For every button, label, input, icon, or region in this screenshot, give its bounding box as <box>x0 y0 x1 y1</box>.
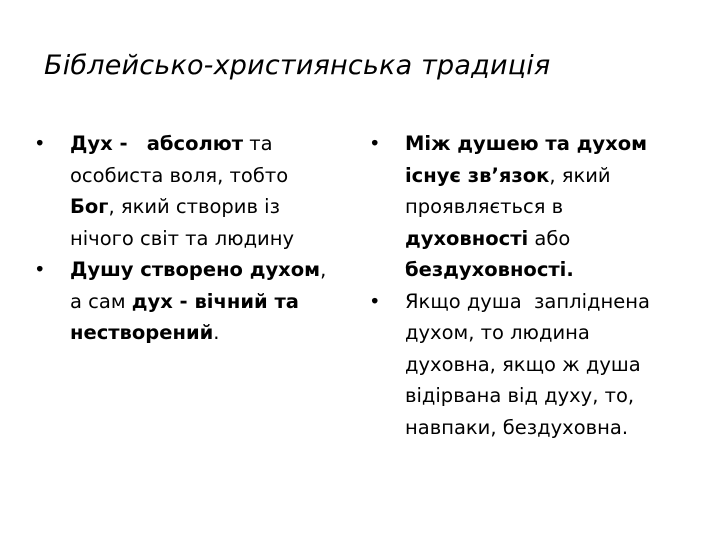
bold-text-run: бездуховності. <box>405 258 574 281</box>
text-run: відірвана від духу, то, <box>405 384 635 407</box>
text-run: , <box>320 258 327 281</box>
bullet-line <box>405 286 704 318</box>
bullet-dot: • <box>369 289 381 313</box>
bullet-item <box>34 254 364 349</box>
text-run: духом, то людина <box>405 321 590 344</box>
bullet-item <box>34 128 364 254</box>
text-run: , який <box>549 163 611 187</box>
text-run: навпаки, бездуховна. <box>405 415 629 439</box>
text-run: духовна, якщо ж душа <box>405 352 641 376</box>
bullet-line <box>70 160 364 192</box>
text-run: проявляється в <box>405 195 564 218</box>
bullet-line <box>405 317 704 349</box>
text-run: особиста воля, тобто <box>70 163 289 187</box>
left-column <box>34 128 364 349</box>
bullet-line <box>405 380 704 412</box>
bullet-line <box>70 286 364 318</box>
text-run: , який створив із <box>108 195 280 218</box>
bullet-line <box>405 128 704 160</box>
bullet-line <box>70 317 364 349</box>
bullet-dot: • <box>34 258 46 281</box>
bold-text-run: духовності <box>405 226 529 250</box>
bullet-dot: • <box>34 132 46 155</box>
text-run <box>134 132 146 155</box>
bullet-line <box>405 160 704 192</box>
bullet-item <box>369 286 704 444</box>
bold-text-run: нестворений <box>70 321 214 344</box>
bullet-line <box>405 412 704 444</box>
bold-text-run: Дух - <box>70 132 135 155</box>
text-run: Якщо душа запліднена <box>405 289 650 313</box>
bold-text-run: Між душею та духом <box>405 132 648 155</box>
bold-text-run: існує зв’язок <box>405 163 550 187</box>
bullet-line <box>405 191 704 223</box>
bullet-dot: • <box>369 132 381 155</box>
text-run: нічого світ та людину <box>70 226 295 250</box>
text-run: або <box>528 226 571 250</box>
bold-text-run: абсолют <box>146 132 244 155</box>
bullet-line <box>405 349 704 381</box>
bullet-line <box>405 223 704 255</box>
text-run: а сам <box>70 289 132 313</box>
text-run: та <box>243 132 273 155</box>
text-run: . <box>213 321 220 344</box>
bullet-line <box>70 254 364 286</box>
bullet-line <box>70 223 364 255</box>
bullet-line <box>405 254 704 286</box>
bold-text-run: Душу створено духом <box>70 258 321 281</box>
bullet-item <box>369 128 704 286</box>
bullet-line <box>70 191 364 223</box>
bold-text-run: Бог <box>70 195 109 218</box>
right-column <box>369 128 704 443</box>
bullet-line <box>70 128 364 160</box>
slide-title: Біблейсько-християнська традиція <box>44 50 551 81</box>
bold-text-run: дух - вічний та <box>131 289 299 313</box>
